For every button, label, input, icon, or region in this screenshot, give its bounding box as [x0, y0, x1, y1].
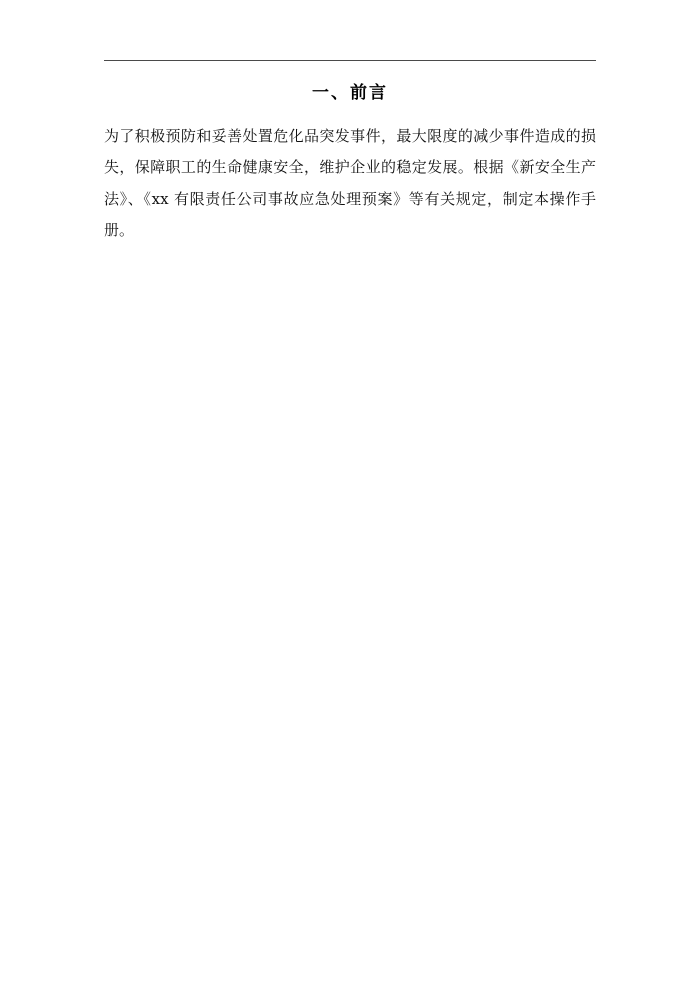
- document-content: [104, 80, 596, 246]
- page-title: 一、前言: [312, 83, 388, 103]
- body-paragraph: 为了积极预防和妥善处置危化品突发事件，最大限度的减少事件造成的损失，保障职工的生命健康安全，维护企业的稳定发展。根据《新安全生产法》、《xx 有限责任公司事故应急处理预案》等有关规定，制定本操作手册。: [104, 127, 596, 239]
- header-divider: [104, 60, 596, 61]
